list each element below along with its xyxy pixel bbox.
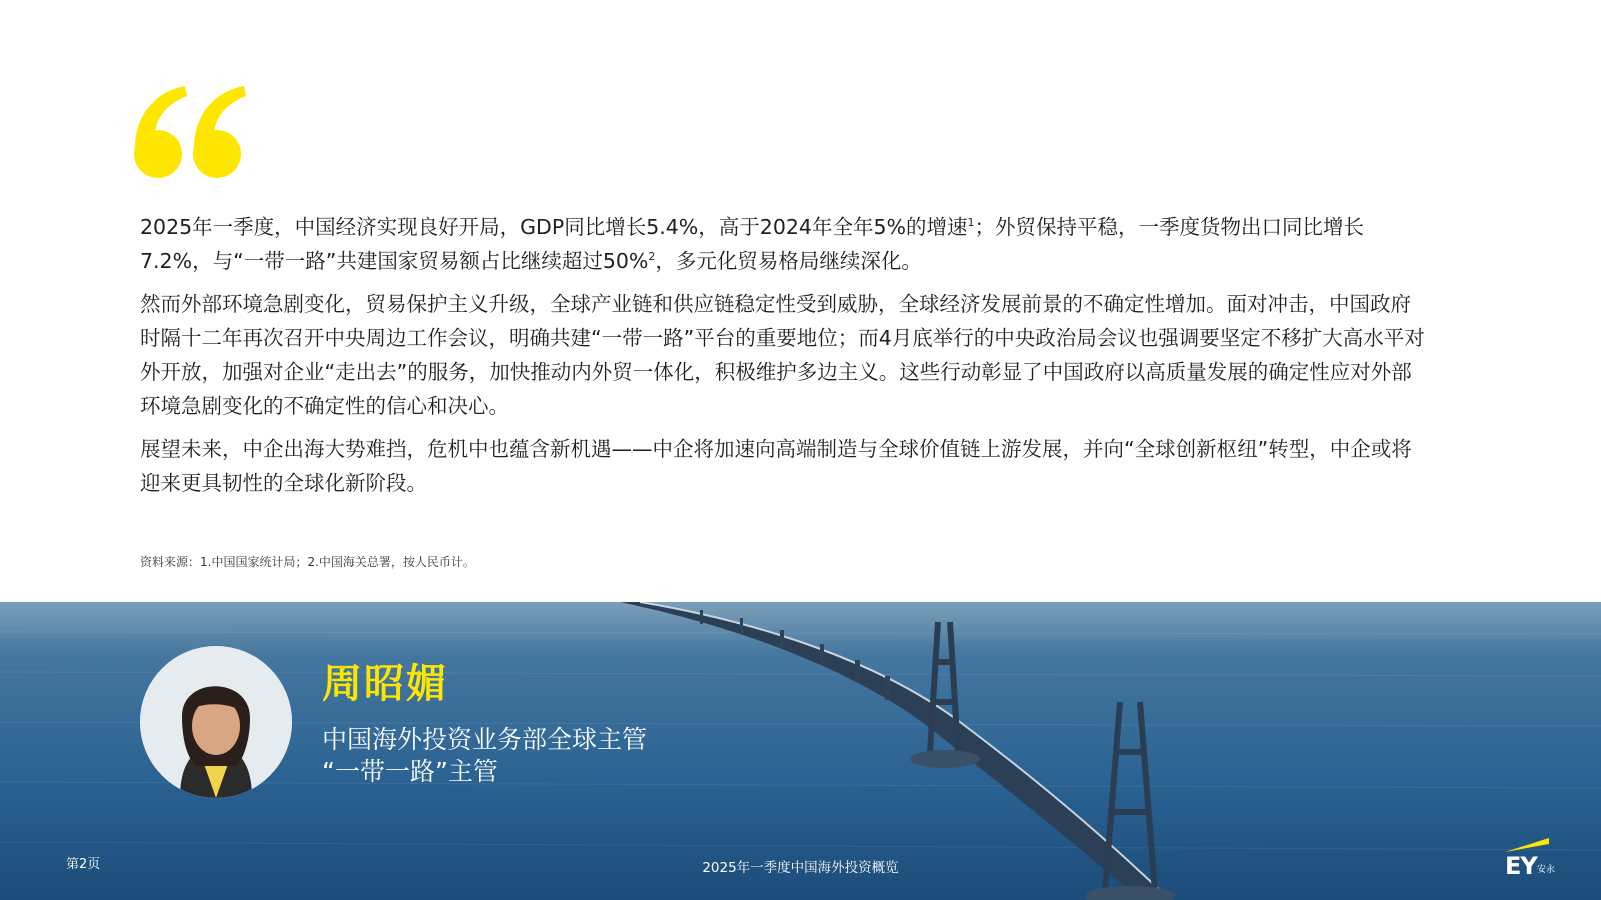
source-note: 资料来源：1.中国国家统计局；2.中国海关总署，按人民币计。 <box>140 555 475 569</box>
page-number: 第2页 <box>66 857 101 872</box>
author-title-line-2: “一带一路”主管 <box>322 757 498 786</box>
author-name: 周昭媚 <box>322 661 448 707</box>
ey-logo-text: EY <box>1505 852 1537 880</box>
ey-logo-beam-icon <box>1505 834 1565 854</box>
paragraph-2: 然而外部环境急剧变化，贸易保护主义升级，全球产业链和供应链稳定性受到威胁，全球经济发展前景的不确定性增加。面对冲击，中国政府时隔十二年再次召开中央周边工作会议，明确共建“一带一路”平台的重要地位；而4月底举行的中央政治局会议也强调要坚定不移扩大高水平对外开放，加强对企业“走出去”的服务，加快推动内外贸一体化，积极维护多边主义。这些行动彰显了中国政府以高质量发展的确定性应对外部环境急剧变化的不确定性的信心和决心。 <box>140 292 1425 418</box>
quote-body <box>140 210 1430 509</box>
avatar <box>140 646 292 798</box>
quote-mark-icon <box>125 78 255 188</box>
paragraph-3: 展望未来，中企出海大势难挡，危机中也蕴含新机遇——中企将加速向高端制造与全球价值链上游发展，并向“全球创新枢纽”转型，中企或将迎来更具韧性的全球化新阶段。 <box>140 437 1412 495</box>
footnote-ref-1: 1 <box>967 216 975 229</box>
author-title <box>322 724 647 788</box>
report-title: 2025年一季度中国海外投资概览 <box>702 860 899 876</box>
ey-logo <box>1505 834 1565 878</box>
author-title-line-1: 中国海外投资业务部全球主管 <box>322 725 648 754</box>
paragraph-1: 2025年一季度，中国经济实现良好开局，GDP同比增长5.4%，高于2024年全年5%的增速$^1$；外贸保持平稳，一季度货物出口同比增长7.2%，与“一带一路”共建国家贸易额占比继续超过50%$^2$，多元化贸易格局继续深化。 <box>140 215 1364 273</box>
ey-logo-cn: 安永 <box>1537 865 1556 875</box>
footnote-ref-2: 2 <box>648 250 656 263</box>
